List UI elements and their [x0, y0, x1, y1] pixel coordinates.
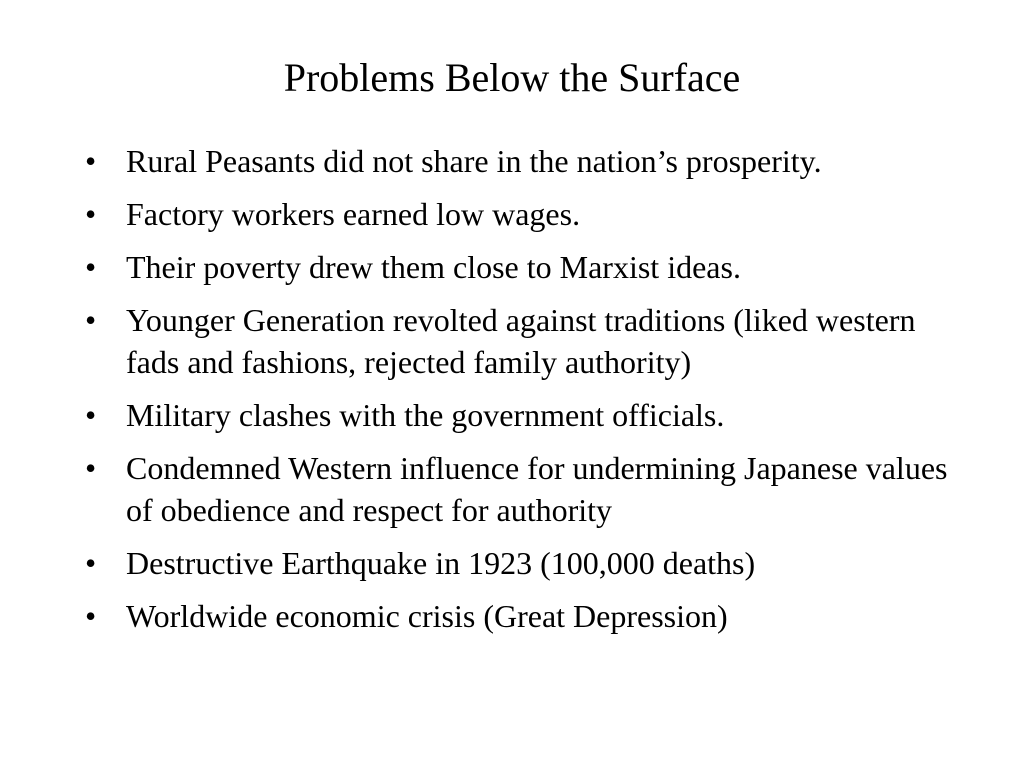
- bullet-icon: •: [85, 302, 97, 338]
- bullet-text: Military clashes with the government officials.: [126, 397, 725, 433]
- bullet-item: [85, 246, 965, 288]
- bullet-text: Destructive Earthquake in 1923 (100,000 deaths): [126, 545, 756, 581]
- bullet-icon: •: [85, 545, 97, 581]
- bullet-list: [85, 140, 965, 648]
- bullet-text: Condemned Western influence for undermining Japanese values of obedience and respect for authority: [126, 450, 948, 528]
- bullet-icon: •: [85, 249, 97, 285]
- bullet-item: [85, 447, 965, 531]
- bullet-item: [85, 140, 965, 182]
- bullet-text: Worldwide economic crisis (Great Depression): [126, 598, 728, 634]
- bullet-item: [85, 394, 965, 436]
- bullet-item: [85, 595, 965, 637]
- bullet-item: [85, 299, 965, 383]
- bullet-text: Factory workers earned low wages.: [126, 196, 581, 232]
- bullet-item: [85, 542, 965, 584]
- bullet-icon: •: [85, 196, 97, 232]
- slide-title: Problems Below the Surface: [283, 55, 741, 100]
- bullet-icon: •: [85, 143, 97, 179]
- bullet-icon: •: [85, 397, 97, 433]
- bullet-icon: •: [85, 598, 97, 634]
- bullet-text: Younger Generation revolted against traditions (liked western fads and fashions, rejected family authority): [126, 302, 916, 380]
- bullet-text: Rural Peasants did not share in the nation’s prosperity.: [126, 143, 822, 179]
- bullet-icon: •: [85, 450, 97, 486]
- bullet-item: [85, 193, 965, 235]
- bullet-text: Their poverty drew them close to Marxist ideas.: [126, 249, 741, 285]
